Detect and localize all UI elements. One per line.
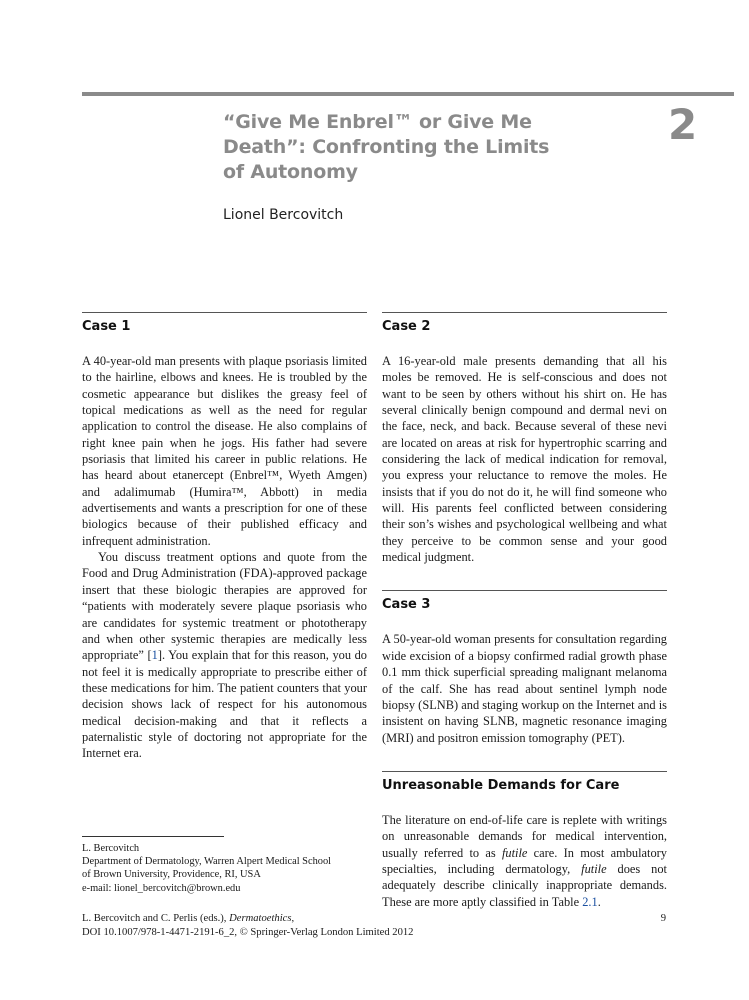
case1-p2-text-b: ]. You explain that for this reason, you do not feel it is medically appropriate to prescribe either of these medications for him. The patient counters that your decision shows lack of respect for his autonomous medical decision-making and that it reflects a paternalistic style of doctoring not appropriate for the Internet era. — [82, 648, 367, 761]
chapter-top-rule — [82, 92, 734, 96]
case1-p2-text-a: You discuss treatment options and quote from the Food and Drug Administration (FDA)-approved package insert that these biologic therapies are approved for “patients with moderately severe plaque psoriasis who are candidates for systemic treatment or phototherapy and when other systemic therapies are medically less appropriate” [ — [82, 550, 367, 663]
footnote-affiliation-1: Department of Dermatology, Warren Alpert Medical School — [82, 856, 332, 868]
case3-paragraph: A 50-year-old woman presents for consultation regarding wide excision of a biopsy confirmed radial growth phase 0.1 mm thick superficial spreading malignant melanoma of the calf. She has read about sentinel lymph node biopsy (SLNB) and staging workup on the Internet and is insistent on having SLNB, magnetic resonance imaging (MRI) and positron emission tomography (PET). — [382, 632, 667, 745]
case1-paragraph-2 — [82, 549, 367, 761]
section-rule — [382, 312, 667, 313]
citation-comma: , — [291, 913, 295, 924]
unreasonable-text-c: does not adequately describe clinically inappropriate demands. These are more aptly classified in Table — [382, 861, 667, 909]
section-rule — [382, 590, 667, 591]
page-footer — [82, 912, 672, 940]
case1-heading: Case 1 — [82, 319, 131, 334]
footnote-rule — [82, 836, 224, 837]
emphasis-futile-2: futile — [581, 861, 607, 876]
unreasonable-text-a: The literature on end-of-life care is replete with writings on unreasonable demands for medical intervention, usually referred to as — [382, 812, 667, 860]
chapter-author: Lionel Bercovitch — [223, 207, 344, 223]
footer-doi: DOI 10.1007/978-1-4471-2191-6_2, © Springer-Verlag London Limited 2012 — [82, 927, 414, 938]
left-column — [82, 312, 367, 762]
footnote-affiliation-2: of Brown University, Providence, RI, USA — [82, 869, 261, 881]
case1-paragraph-1: A 40-year-old man presents with plaque psoriasis limited to the hairline, elbows and knees. He is troubled by the cosmetic appearance but dislikes the greasy feel of topical medications as well as the need for regular application to control the disease. He also complains of right knee pain when he jogs. His father had severe psoriasis that limited his career in public relations. He has heard about etanercept (Enbrel™, Wyeth Amgen) and adalimumab (Humira™, Abbott) in media advertisements and wants a prescription for one of these biologics because of their published efficacy and infrequent administration. — [82, 354, 367, 548]
footnote-name: L. Bercovitch — [82, 843, 140, 854]
table-reference-link[interactable]: 2.1 — [582, 894, 598, 909]
author-footnote — [82, 842, 372, 895]
citation-text: L. Bercovitch and C. Perlis (eds.), — [82, 913, 230, 924]
unreasonable-text-d: . — [597, 894, 601, 909]
right-column — [382, 312, 667, 910]
section-rule — [82, 312, 367, 313]
page-number: 9 — [660, 913, 666, 924]
citation-book-title: Dermatoethics — [229, 913, 292, 924]
emphasis-futile-1: futile — [501, 845, 528, 860]
unreasonable-demands-paragraph — [382, 812, 667, 910]
reference-link-1[interactable]: 1 — [151, 648, 158, 663]
case2-heading: Case 2 — [382, 319, 431, 334]
case3-heading: Case 3 — [382, 597, 431, 613]
chapter-title: “Give Me Enbrel™ or Give Me Death”: Confronting the Limits of Autonomy — [223, 111, 550, 183]
footer-citation — [82, 912, 672, 926]
footnote-email[interactable]: e-mail: lionel_bercovitch@brown.edu — [82, 882, 241, 894]
section-rule — [382, 771, 667, 772]
unreasonable-demands-heading: Unreasonable Demands for Care — [382, 777, 620, 793]
case2-paragraph: A 16-year-old male presents demanding that all his moles be removed. He is self-conscious and does not want to be seen by others without his shirt on. He has several clinically benign compound and dermal nevi on the face, neck, and back. Because several of these nevi are located on areas at risk for hypertrophic scarring and considering the lack of medical indication for removal, you express your reluctance to remove the moles. He insists that if you do not do it, he will find someone who will. His parents feel conflicted between considering their son’s wishes and psychological wellbeing and what they perceive to be common sense and your good medical judgment. — [382, 354, 667, 565]
unreasonable-text-b: care. In most ambulatory specialties, including dermatology, — [382, 845, 667, 876]
chapter-number: 2 — [668, 100, 698, 149]
